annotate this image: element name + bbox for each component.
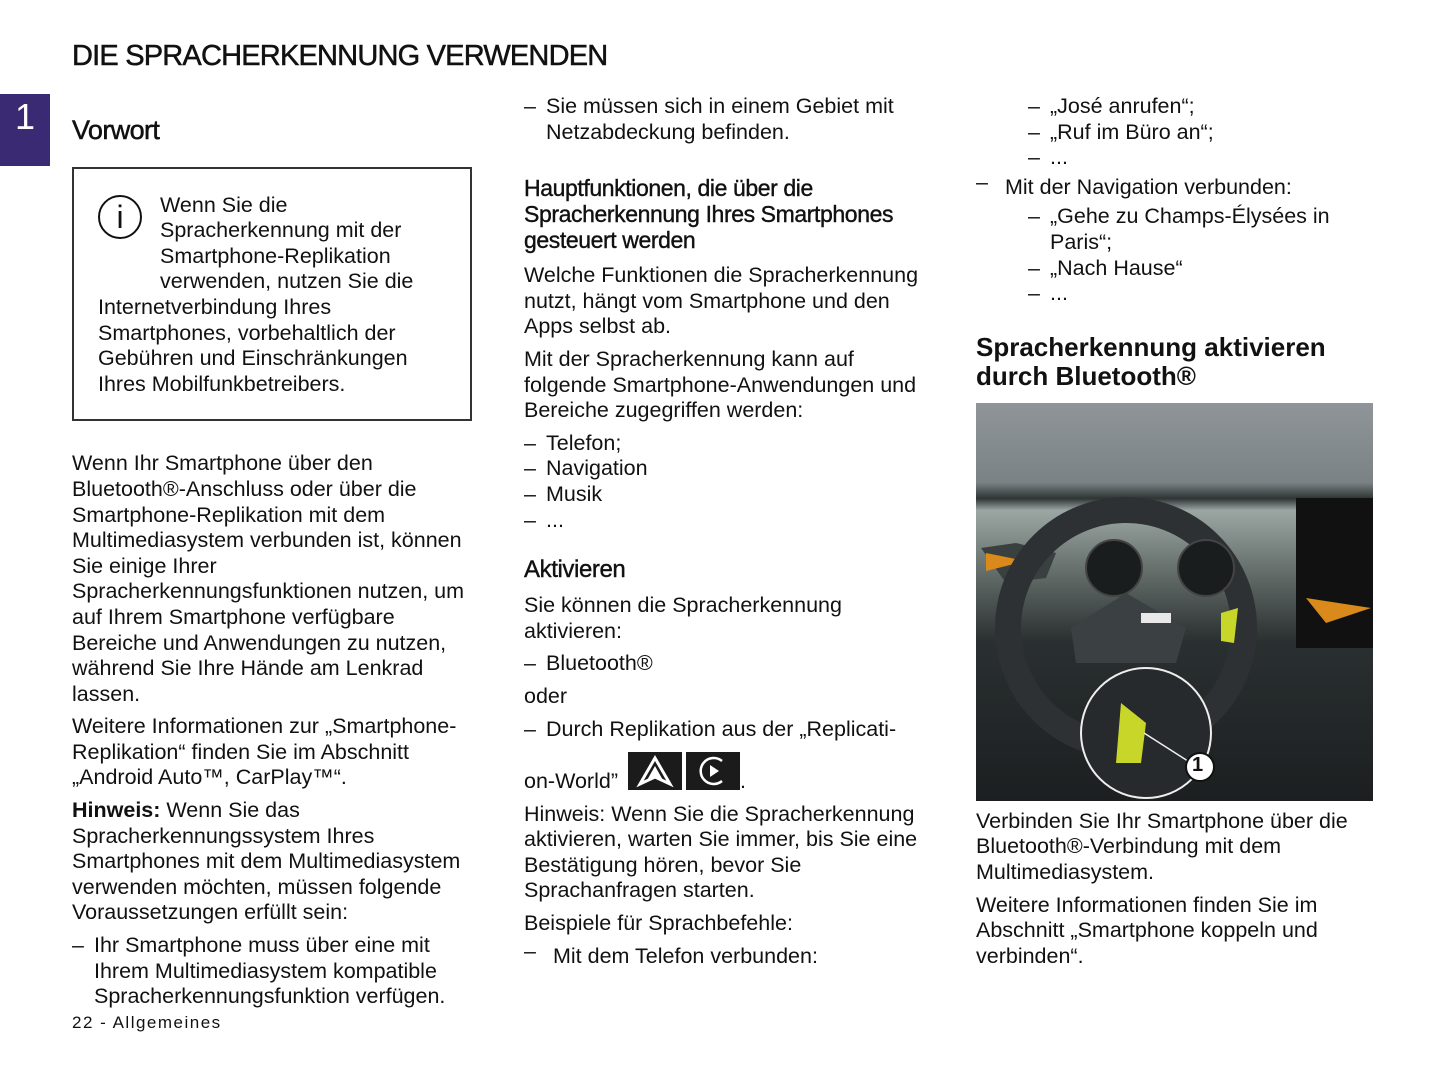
list-item: – Musik	[524, 481, 603, 506]
note-label: Hinweis:	[72, 798, 161, 823]
list-item: – Mit der Navigation verbunden:	[976, 169, 1292, 199]
list-item: – Durch Replikation aus der „Replicati-	[524, 716, 897, 741]
list-item-text: Mit der Navigation verbunden:	[1005, 174, 1292, 199]
period: .	[739, 769, 746, 794]
column-1	[72, 94, 472, 1010]
or-text: oder	[524, 683, 568, 708]
list-item-text: Musik	[546, 481, 603, 506]
list-item: – Navigation	[524, 456, 648, 481]
list-item-text: Bluetooth®	[546, 651, 653, 676]
section-heading-activate: Aktivieren	[524, 556, 626, 584]
list-item-text: ...	[1050, 281, 1068, 306]
paragraph: Wenn Ihr Smartphone über den Bluetooth®-Anschluss oder über die Smartphone-Replikation mit dem Multimediasystem verbunden ist, können Sie einige Ihrer Spracherkennungsfunktionen nutzen, um auf Ihrem Smartphone verfügbare Bereiche und Anwendungen zu nutzen, während Sie Ihre Hände am Lenkrad lassen.	[72, 451, 465, 706]
paragraph: Weitere Informationen zur „Smartphone-Replikation“ finden Sie im Abschnitt „Android Auto™, CarPlay™“.	[72, 714, 457, 790]
list-item: – Sie müssen sich in einem Gebiet mit Netzabdeckung befinden.	[524, 94, 924, 145]
list-item: – ...	[1028, 281, 1068, 306]
android-auto-icon	[628, 752, 682, 790]
paragraph: Beispiele für Sprachbefehle:	[524, 911, 793, 936]
column-3	[976, 94, 1376, 976]
page-footer: 22 - Allgemeines	[72, 1013, 222, 1032]
list-item-text: ...	[546, 507, 564, 532]
note	[72, 798, 472, 926]
list-item-text: ...	[1050, 145, 1068, 170]
list-item-text: „Ruf im Büro an“;	[1050, 119, 1214, 144]
list-item-text: Mit dem Telefon verbunden:	[553, 943, 818, 968]
list-item: – „Nach Hause“	[1028, 255, 1183, 280]
paragraph: Mit der Spracherkennung kann auf folgende Smartphone-Anwendungen und Bereiche zugegriffen werden:	[524, 346, 917, 423]
replication-line	[524, 752, 924, 795]
carplay-icon	[686, 752, 740, 790]
list-item: – ...	[524, 507, 564, 532]
column-2	[524, 94, 924, 973]
list-item-text: on-World”	[524, 769, 618, 794]
list-item: – ...	[1028, 145, 1068, 170]
chapter-tab: 1	[0, 94, 50, 166]
list-item-text: „Nach Hause“	[1050, 255, 1183, 280]
list-item: – Mit dem Telefon verbunden:	[524, 938, 818, 968]
list-item-text: Ihr Smartphone muss über eine mit Ihrem Multimediasystem kompatible Spracherkennungsfunktion verfügen.	[94, 933, 446, 1009]
note-text: Wenn Sie das Spracherkennungssystem Ihres Smartphones mit dem Multimediasystem verwenden möchten, müssen folgende Voraussetzungen erfüllt sein:	[72, 798, 461, 925]
list-item-text: Navigation	[546, 456, 648, 481]
section-heading-bluetooth: Spracherkennung aktivieren durch Bluetooth®	[976, 331, 1326, 391]
info-icon: i	[98, 195, 142, 239]
section-heading-main-functions: Hauptfunktionen, die über die Spracherkennung Ihres Smartphones gesteuert werden	[524, 175, 894, 254]
list-item-text: „José anrufen“;	[1050, 94, 1195, 118]
list-item-text: „Gehe zu Champs-Élysées in Paris“;	[1050, 204, 1330, 254]
section-heading-vorwort: Vorwort	[72, 115, 160, 145]
list-item: – Telefon;	[524, 430, 622, 455]
page-title: DIE SPRACHERKENNUNG VERWENDEN	[72, 40, 608, 72]
list-item: – Bluetooth®	[524, 651, 653, 676]
list-item: – Ihr Smartphone muss über eine mit Ihrem Multimediasystem kompatible Spracherkennungsfunktion verfügen.	[72, 933, 472, 1010]
image-caption: Verbinden Sie Ihr Smartphone über die Bluetooth®-Verbindung mit dem Multimediasystem.	[976, 808, 1348, 884]
info-text: Wenn Sie die Spracherkennung mit der Smartphone-Replikation verwenden, nutzen Sie die Internetverbindung Ihres Smartphones, vorbehaltlich der Gebühren und Einschränkungen Ihres Mobilfunkbetreibers.	[98, 192, 414, 396]
paragraph: Sie können die Spracherkennung aktivieren:	[524, 593, 842, 643]
hint: Hinweis: Wenn Sie die Spracherkennung aktivieren, warten Sie immer, bis Sie eine Bestätigung hören, bevor Sie Sprachanfragen starten.	[524, 801, 918, 903]
list-item-text: Telefon;	[546, 430, 622, 455]
paragraph: Welche Funktionen die Spracherkennung nutzt, hängt vom Smartphone und den Apps selbst ab.	[524, 263, 919, 339]
list-item: – „Ruf im Büro an“;	[1028, 119, 1214, 144]
list-item: – „Gehe zu Champs-Élysées in Paris“;	[976, 204, 1376, 255]
info-box	[72, 167, 472, 422]
callout-number: 1	[1192, 753, 1204, 776]
list-item-text: Durch Replikation aus der „Replicati-	[546, 716, 897, 741]
paragraph: Weitere Informationen finden Sie im Abschnitt „Smartphone koppeln und verbinden“.	[976, 892, 1318, 968]
list-item: – „José anrufen“;	[1028, 94, 1195, 118]
list-item-text: Sie müssen sich in einem Gebiet mit Netzabdeckung befinden.	[546, 94, 894, 144]
steering-wheel-image	[976, 403, 1373, 801]
